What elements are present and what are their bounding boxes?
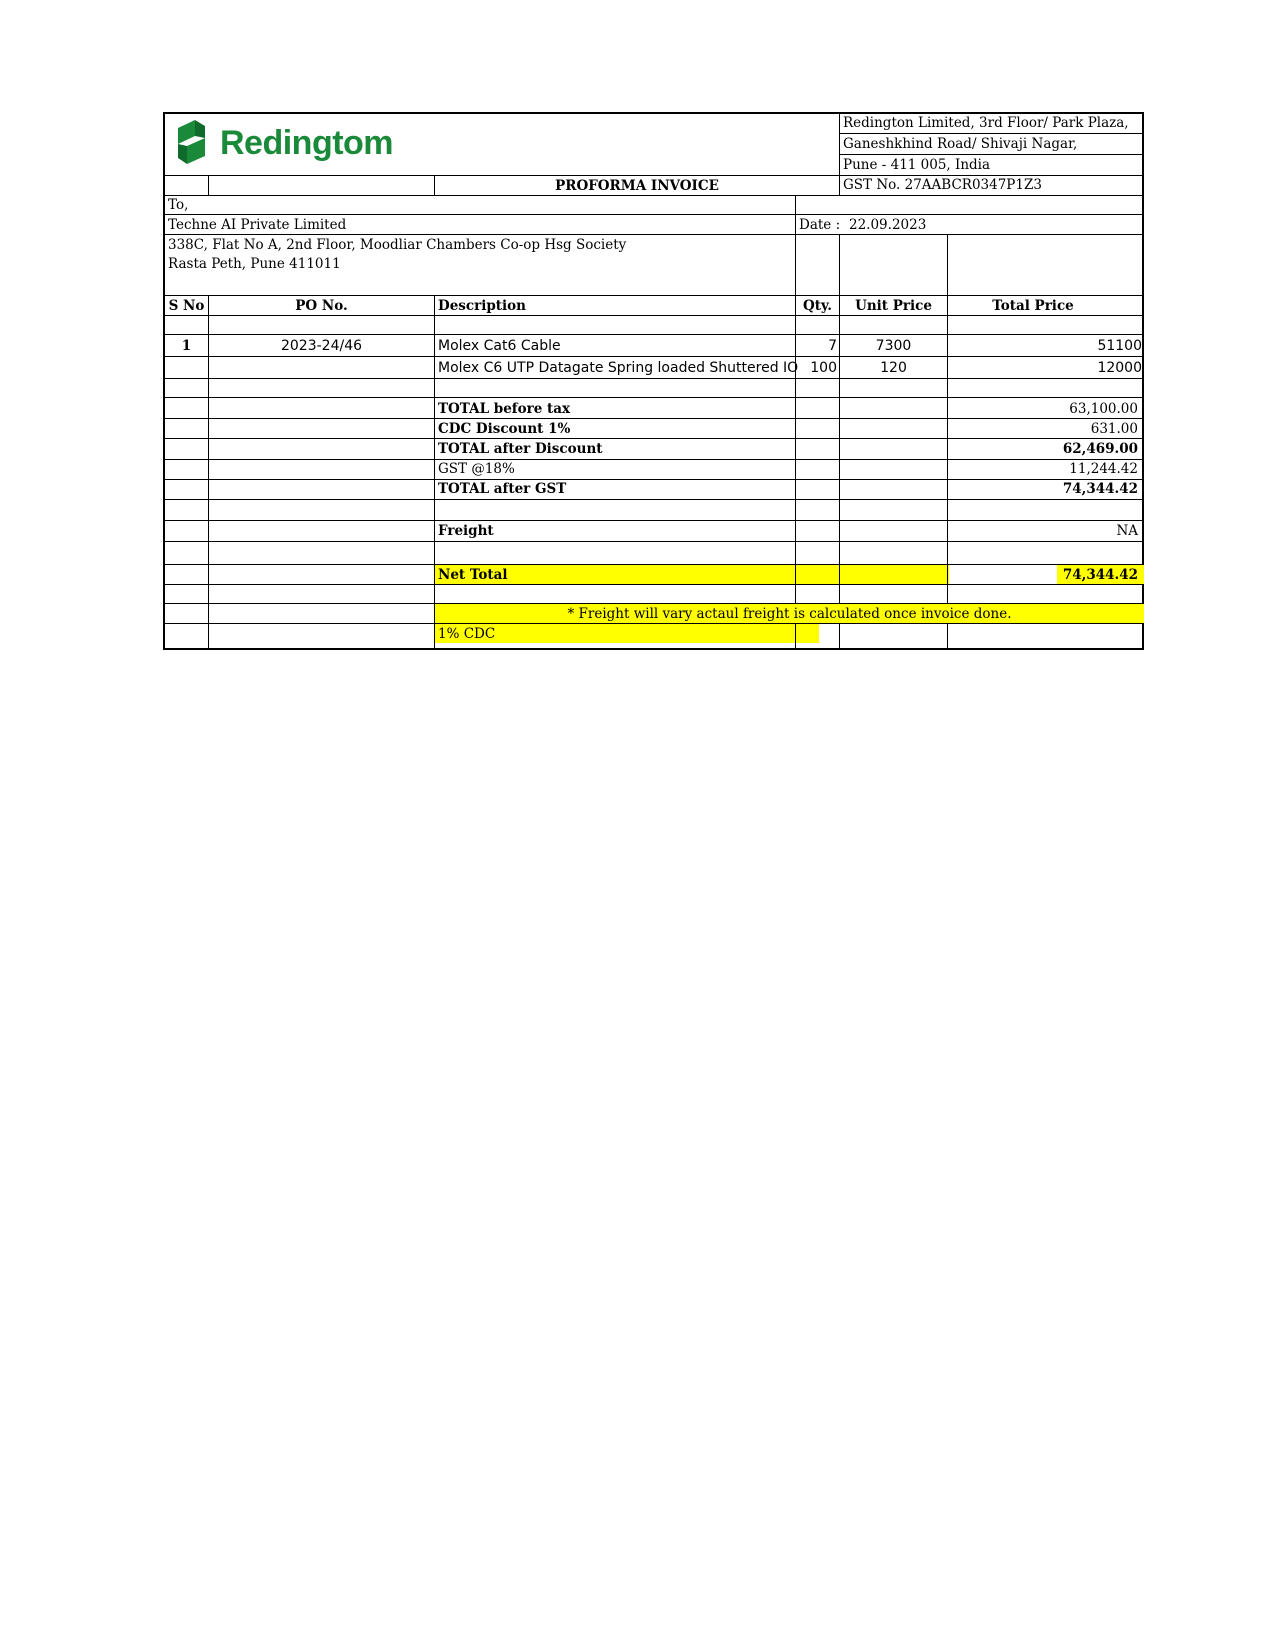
total-before-tax-label: TOTAL before tax: [438, 401, 571, 417]
customer-address-line1: 338C, Flat No A, 2nd Floor, Moodliar Chambers Co-op Hsg Society: [168, 237, 627, 253]
col-header-description: Description: [438, 298, 526, 314]
date-label: Date :: [799, 217, 841, 233]
item-1-unit-price: 7300: [875, 338, 912, 354]
company-address-line2: Ganeshkhind Road/ Shivaji Nagar,: [843, 136, 1078, 152]
item-1-qty: 7: [828, 338, 837, 354]
discount-value: 631.00: [1090, 421, 1138, 437]
company-gst-number: GST No. 27AABCR0347P1Z3: [843, 177, 1042, 193]
item-1-po: 2023-24/46: [280, 338, 363, 354]
net-total-highlight-desc: [434, 565, 949, 584]
item-2-total: 12000: [1097, 360, 1142, 376]
total-after-discount-value: 62,469.00: [1062, 441, 1138, 457]
col-header-sno: S No: [168, 298, 205, 314]
item-1-sno: 1: [181, 338, 192, 354]
net-total-value: 74,344.42: [1062, 567, 1138, 583]
invoice-date: 22.09.2023: [849, 217, 927, 233]
net-total-label: Net Total: [438, 567, 508, 583]
total-after-discount-label: TOTAL after Discount: [438, 441, 603, 457]
item-2-qty: 100: [810, 360, 837, 376]
company-address-line1: Redington Limited, 3rd Floor/ Park Plaza,: [843, 115, 1129, 131]
cdc-note: 1% CDC: [438, 626, 496, 642]
gst-label: GST @18%: [438, 461, 515, 477]
redington-logo-icon: [175, 118, 215, 166]
col-header-total-price: Total Price: [992, 298, 1074, 314]
total-before-tax-value: 63,100.00: [1069, 401, 1138, 417]
col-header-unit-price: Unit Price: [855, 298, 932, 314]
proforma-invoice-sheet: [163, 112, 1144, 650]
discount-label: CDC Discount 1%: [438, 421, 571, 437]
freight-label: Freight: [438, 523, 494, 539]
item-2-description: Molex C6 UTP Datagate Spring loaded Shuttered IO: [438, 360, 799, 376]
total-after-gst-value: 74,344.42: [1062, 481, 1138, 497]
to-label: To,: [168, 197, 189, 213]
item-1-total: 51100: [1097, 338, 1142, 354]
company-logo: [175, 116, 394, 168]
customer-name: Techne AI Private Limited: [168, 217, 347, 233]
col-header-qty: Qty.: [803, 298, 832, 314]
total-after-gst-label: TOTAL after GST: [438, 481, 567, 497]
logo-wordmark: Redingtom: [220, 124, 394, 162]
item-2-unit-price: 120: [880, 360, 907, 376]
item-1-description: Molex Cat6 Cable: [438, 338, 561, 354]
company-address-line3: Pune - 411 005, India: [843, 157, 991, 173]
invoice-title: PROFORMA INVOICE: [555, 178, 719, 194]
freight-note: * Freight will vary actaul freight is calculated once invoice done.: [567, 606, 1012, 622]
freight-value: NA: [1116, 523, 1138, 539]
customer-address-line2: Rasta Peth, Pune 411011: [168, 256, 341, 272]
gst-value: 11,244.42: [1069, 461, 1138, 477]
col-header-po: PO No.: [295, 298, 348, 314]
